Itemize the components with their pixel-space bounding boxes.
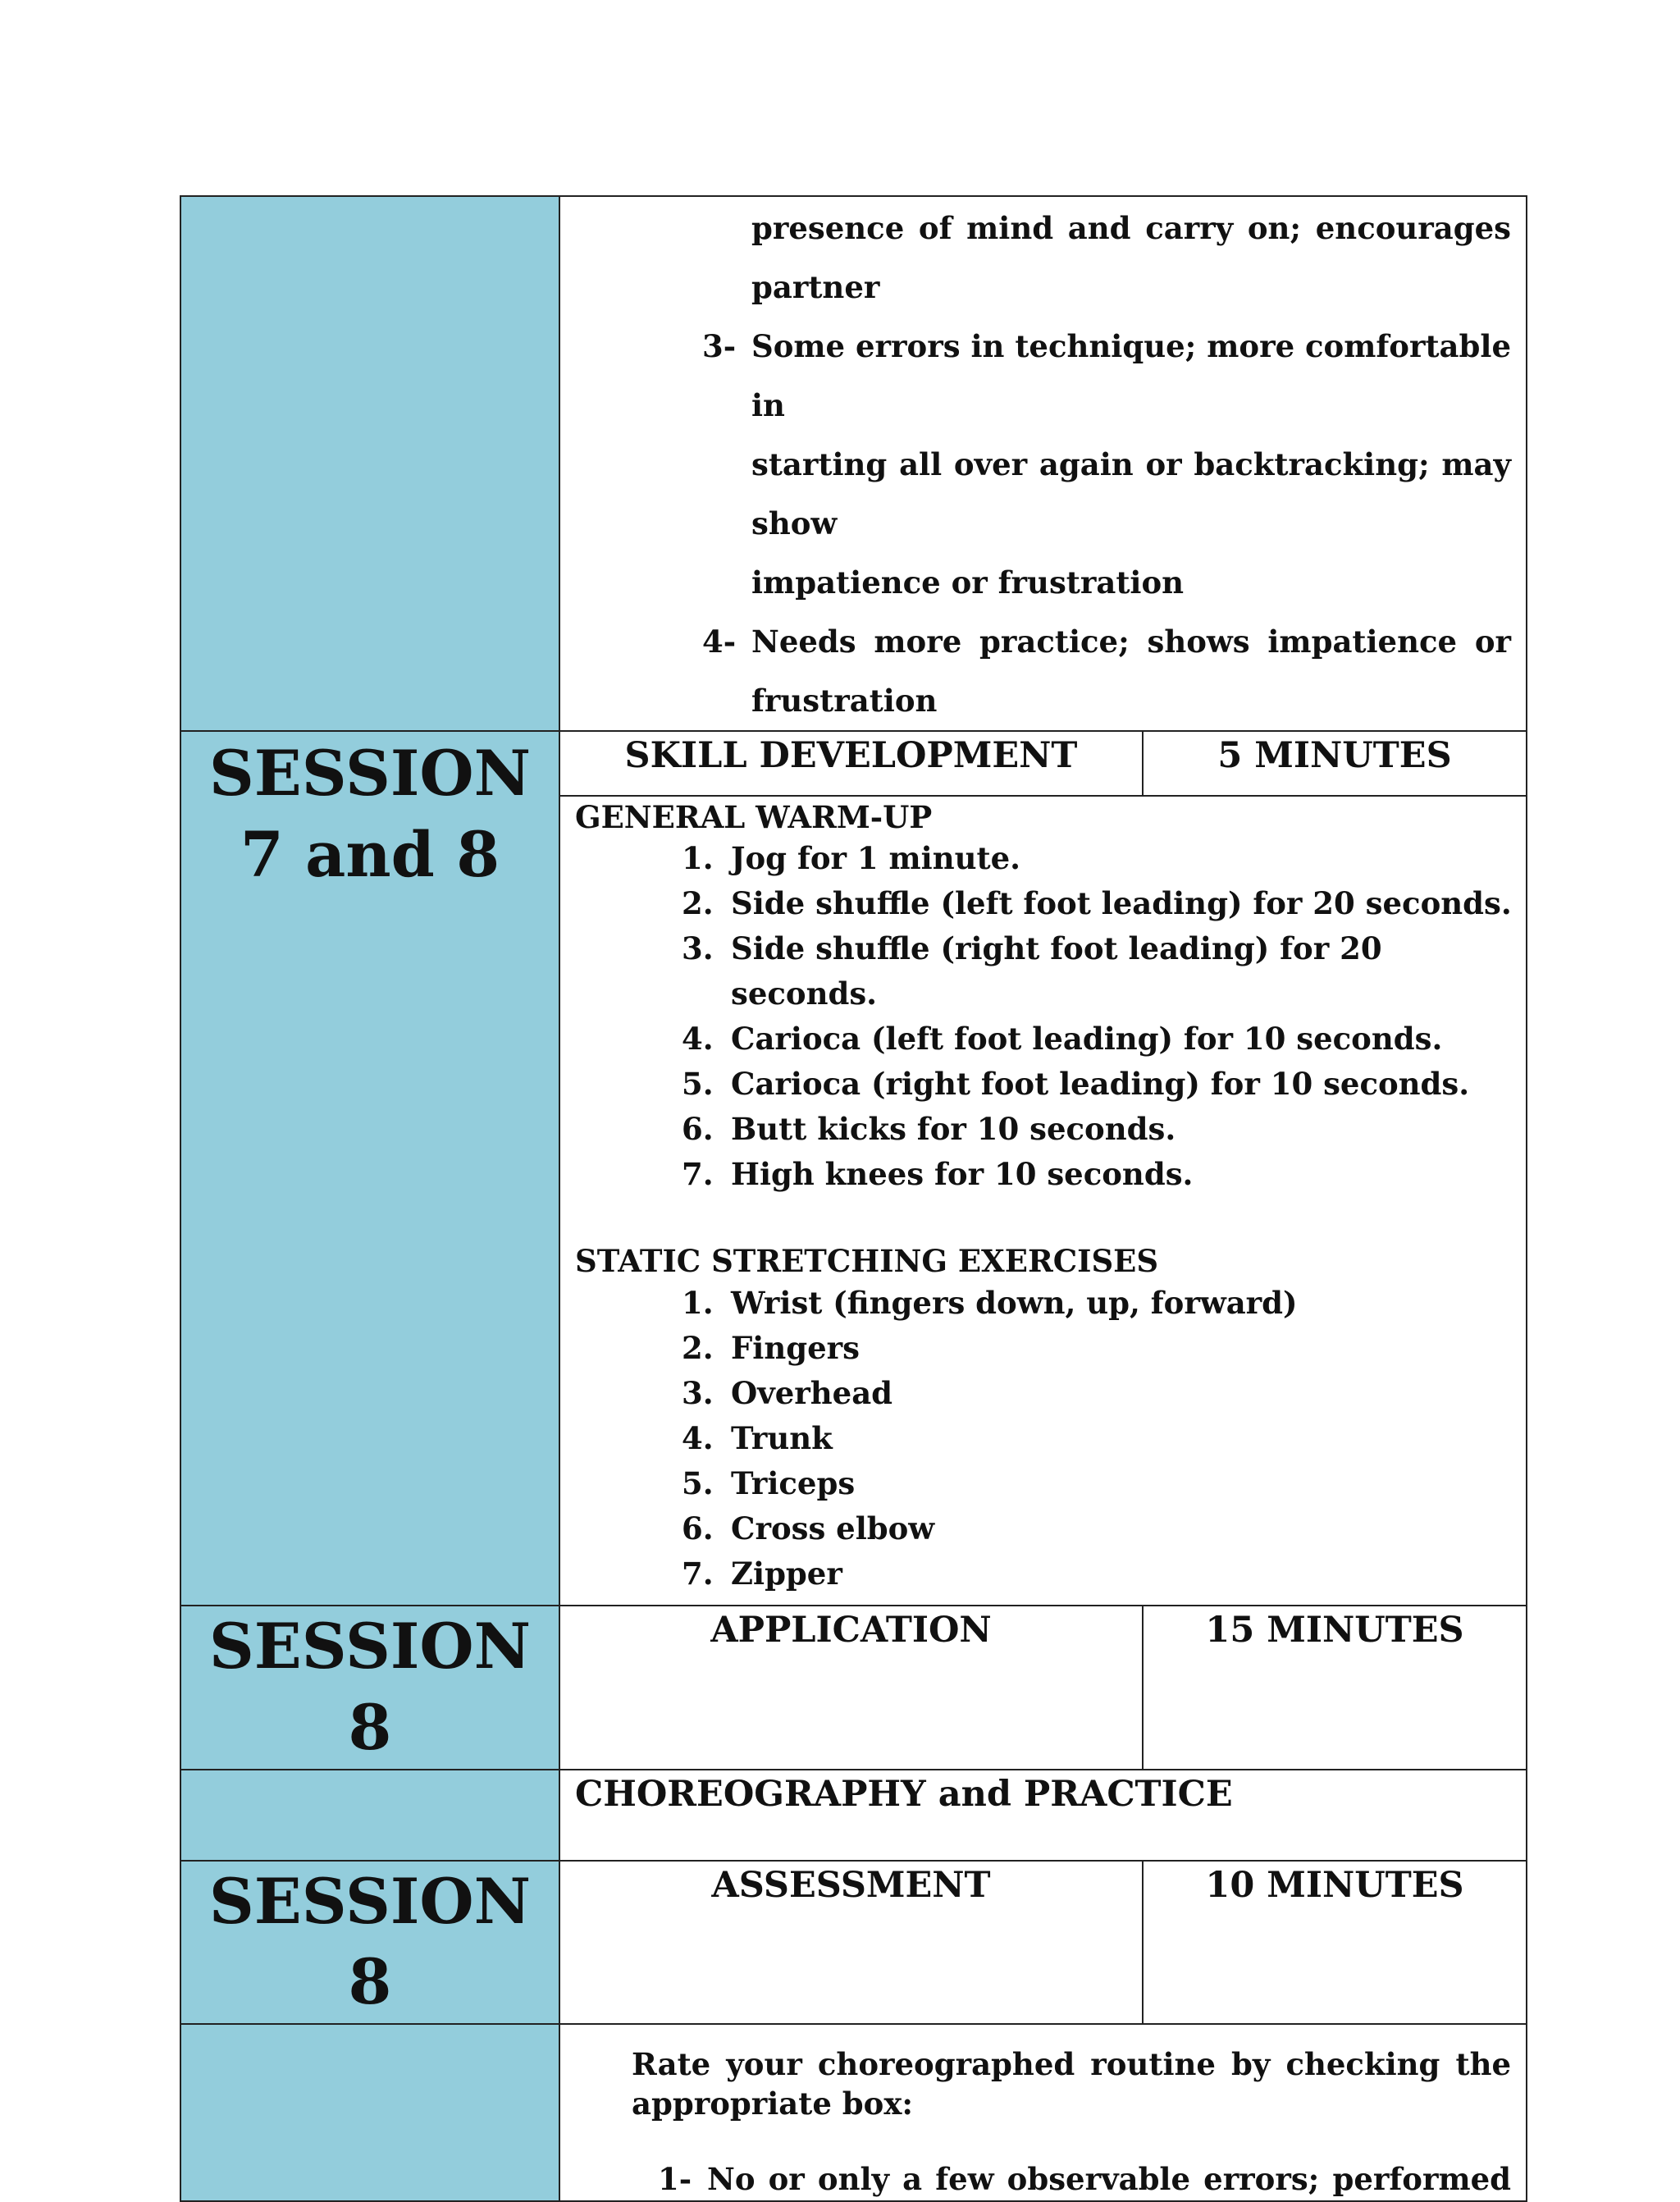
stretching-title: STATIC STRETCHING EXERCISES	[575, 1243, 1159, 1280]
rating-item-3	[702, 317, 1511, 435]
rating-item-3-number: 3-	[702, 328, 737, 364]
side-cell	[180, 196, 559, 731]
warmup-item	[682, 1016, 1526, 1062]
warmup-item	[682, 881, 1526, 926]
application-heading: APPLICATION	[710, 1610, 992, 1651]
stretching-item	[682, 1371, 1526, 1416]
assessment-item-1	[658, 2161, 1511, 2197]
assessment-item-1-number: 1-	[658, 2161, 692, 2198]
application-header-row	[180, 1606, 1527, 1770]
application-session-title: SESSION 8	[208, 1610, 532, 1764]
stretching-item-text: Overhead	[731, 1374, 893, 1411]
skill-duration-cell	[1143, 731, 1527, 796]
warmup-item-text: High knees for 10 seconds.	[731, 1156, 1194, 1193]
stretching-item-text: Cross elbow	[731, 1510, 935, 1546]
assessment-heading-cell	[559, 1861, 1143, 2025]
rating-item-3-line-3: impatience or frustration	[751, 564, 1185, 601]
stretching-item-text: Triceps	[731, 1464, 856, 1501]
stretching-item	[682, 1416, 1526, 1461]
lesson-table	[180, 195, 1527, 2202]
warmup-item	[682, 926, 1526, 1016]
stretching-item	[682, 1506, 1526, 1551]
application-duration: 15 MINUTES	[1205, 1610, 1464, 1651]
application-session-cell	[180, 1606, 559, 1770]
application-duration-cell	[1143, 1606, 1527, 1770]
warmup-item-number: 5.	[682, 1066, 714, 1103]
session-title-line-2: 7 and 8	[240, 817, 500, 891]
stretching-item	[682, 1461, 1526, 1506]
warmup-item-text: Carioca (right foot leading) for 10 seconds.	[731, 1066, 1470, 1103]
lesson-document	[180, 195, 1526, 2202]
stretching-item	[682, 1326, 1526, 1371]
warmup-item-number: 6.	[682, 1111, 714, 1148]
assessment-session-title: SESSION 8	[208, 1864, 532, 2019]
application-heading-cell	[559, 1606, 1143, 1770]
rating-continuation-cell	[559, 196, 1527, 731]
session-title-line-1: SESSION	[208, 737, 532, 810]
application-content-cell	[559, 1770, 1527, 1861]
rating-item-3-line-2: starting all over again or backtracking; may show	[751, 446, 1512, 541]
session-7-8-cell	[180, 731, 559, 1606]
warmup-item-text: Jog for 1 minute.	[731, 840, 1021, 877]
warmup-item	[682, 1062, 1526, 1107]
stretching-item-number: 6.	[682, 1510, 714, 1546]
side-cell	[180, 1770, 559, 1861]
warmup-item-text: Carioca (left foot leading) for 10 seconds.	[731, 1021, 1443, 1058]
skill-heading: SKILL DEVELOPMENT	[624, 735, 1078, 776]
rating-item-4-line-1: Needs more practice; shows impatience or	[751, 624, 1512, 660]
skill-content-cell	[559, 796, 1527, 1606]
stretching-item-number: 4.	[682, 1419, 714, 1456]
warmup-item-number: 1.	[682, 840, 714, 877]
warmup-title: GENERAL WARM-UP	[575, 799, 933, 835]
assessment-session-cell	[180, 1861, 559, 2025]
warmup-list	[560, 836, 1526, 1197]
warmup-item-text: Side shuffle (right foot leading) for 20 seconds.	[731, 930, 1382, 1012]
skill-header-row	[180, 731, 1527, 796]
assessment-instruction: Rate your choreographed routine by checking the appropriate box:	[632, 2046, 1512, 2122]
stretching-item-number: 2.	[682, 1329, 714, 1366]
stretching-item-text: Fingers	[731, 1329, 860, 1366]
assessment-item-1-text: No or only a few observable errors; performed	[707, 2161, 1512, 2198]
rating-item-2-line-2: partner	[751, 269, 880, 305]
stretching-item	[682, 1281, 1526, 1326]
warmup-item	[682, 836, 1526, 881]
stretching-item-number: 5.	[682, 1464, 714, 1501]
stretching-item-text: Zipper	[731, 1555, 842, 1592]
assessment-duration-cell	[1143, 1861, 1527, 2025]
assessment-content-row	[180, 2024, 1527, 2201]
rating-item-4-line-2: frustration	[751, 683, 938, 719]
application-body: CHOREOGRAPHY and PRACTICE	[575, 1773, 1233, 1815]
rating-item-3-line-1: Some errors in technique; more comfortable in	[751, 328, 1512, 423]
warmup-item-number: 7.	[682, 1156, 714, 1193]
stretching-item-number: 1.	[682, 1284, 714, 1321]
rating-item-2-line-1: presence of mind and carry on; encourages	[751, 210, 1512, 246]
stretching-item-text: Trunk	[731, 1419, 833, 1456]
stretching-item-number: 3.	[682, 1374, 714, 1411]
stretching-item	[682, 1551, 1526, 1597]
stretching-item-number: 7.	[682, 1555, 714, 1592]
skill-duration: 5 MINUTES	[1217, 735, 1452, 776]
assessment-duration: 10 MINUTES	[1205, 1864, 1464, 1906]
warmup-item	[682, 1107, 1526, 1152]
application-content-row	[180, 1770, 1527, 1861]
warmup-item-number: 2.	[682, 885, 714, 922]
warmup-item-number: 3.	[682, 930, 714, 967]
warmup-item-text: Butt kicks for 10 seconds.	[731, 1111, 1176, 1148]
warmup-item-number: 4.	[682, 1021, 714, 1058]
assessment-heading: ASSESSMENT	[711, 1864, 991, 1906]
stretching-item-text: Wrist (fingers down, up, forward)	[731, 1284, 1298, 1321]
rating-continuation-row	[180, 196, 1527, 731]
side-cell	[180, 2024, 559, 2201]
warmup-item	[682, 1152, 1526, 1197]
skill-heading-cell	[559, 731, 1143, 796]
assessment-header-row	[180, 1861, 1527, 2025]
warmup-item-text: Side shuffle (left foot leading) for 20 seconds.	[731, 885, 1512, 922]
assessment-content-cell	[559, 2024, 1527, 2201]
rating-item-4-number: 4-	[702, 624, 737, 660]
stretching-list	[560, 1281, 1526, 1597]
rating-item-4	[702, 612, 1511, 671]
